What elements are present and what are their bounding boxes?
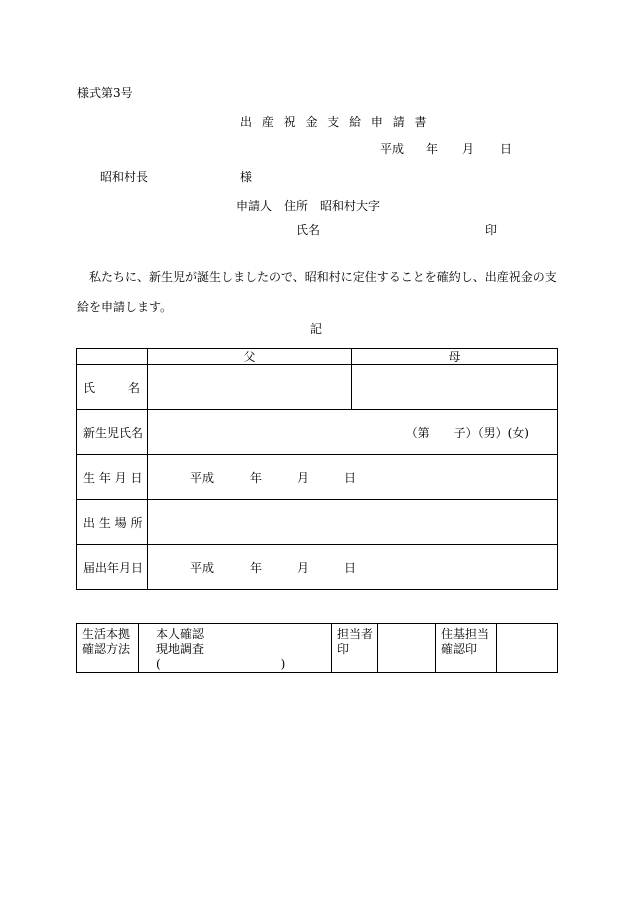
applicant-name-label: 氏名: [296, 223, 321, 237]
filing-month: 月: [297, 560, 310, 575]
form-number: 様式第3号: [77, 86, 133, 100]
registry-seal-field[interactable]: [497, 624, 558, 673]
ki-label: 記: [310, 322, 323, 336]
newborn-name-label: 新生児氏名: [77, 410, 148, 455]
date-month: 月: [462, 142, 475, 156]
addressee: 昭和村長: [100, 170, 149, 184]
table-row: [77, 365, 558, 410]
staff-seal-field[interactable]: [378, 624, 436, 673]
application-table: [76, 348, 558, 590]
registry-label: [436, 624, 497, 673]
mother-column-header: 母: [352, 349, 558, 365]
registry-line-2: 確認印: [441, 642, 478, 656]
site-survey-option[interactable]: 現地調査( ): [156, 642, 286, 671]
registry-line-1: 住基担当: [441, 627, 490, 641]
application-date: [380, 142, 512, 156]
table-row: [77, 500, 558, 545]
newborn-name-field[interactable]: [148, 410, 558, 455]
verification-method-label: [77, 624, 139, 673]
date-year: 年: [426, 142, 439, 156]
father-name-field[interactable]: [148, 365, 352, 410]
self-confirmation-option[interactable]: 本人確認: [156, 627, 205, 641]
table-row: [77, 624, 558, 673]
birth-year: 年: [250, 470, 263, 485]
statement-text: 私たちに、新生児が誕生しましたので、昭和村に定住することを確約し、出産祝金の支給を申請します。: [77, 270, 557, 314]
applicant-address: 申請人 住所 昭和村大字: [236, 199, 381, 213]
staff-label: [332, 624, 378, 673]
mother-name-field[interactable]: [352, 365, 558, 410]
filing-era: 平成: [190, 560, 215, 575]
name-label-b: 名: [127, 380, 140, 395]
birth-date-field[interactable]: [148, 455, 558, 500]
table-row: [77, 410, 558, 455]
method-line-2: 確認方法: [82, 642, 131, 656]
staff-line-2: 印: [337, 642, 350, 656]
newborn-note: （第 子）（男）(女): [405, 425, 529, 440]
name-label-cell: [77, 365, 148, 410]
birth-day: 日: [344, 470, 357, 485]
filing-date-label: 届出年月日: [77, 545, 148, 590]
table-row: [77, 455, 558, 500]
date-era: 平成: [380, 142, 405, 156]
filing-day: 日: [344, 560, 357, 575]
table-row: [77, 545, 558, 590]
birth-month: 月: [297, 470, 310, 485]
staff-line-1: 担当者: [337, 627, 374, 641]
honorific: 様: [240, 170, 253, 184]
addressee-line: [100, 170, 252, 184]
seal-mark: 印: [485, 223, 498, 237]
method-line-1: 生活本拠: [82, 627, 131, 641]
header-blank-cell: [77, 349, 148, 365]
verification-table: [76, 623, 558, 673]
filing-year: 年: [250, 560, 263, 575]
filing-date-field[interactable]: [148, 545, 558, 590]
birth-date-label: 生 年 月 日: [77, 455, 148, 500]
father-column-header: 父: [148, 349, 352, 365]
birth-era: 平成: [190, 470, 215, 485]
table-header-row: [77, 349, 558, 365]
name-label-a: 氏: [83, 380, 96, 395]
verification-options: [139, 624, 332, 673]
document-title: 出 産 祝 金 支 給 申 請 書: [240, 115, 430, 129]
birth-place-field[interactable]: [148, 500, 558, 545]
date-day: 日: [500, 142, 513, 156]
birth-place-label: 出 生 場 所: [77, 500, 148, 545]
